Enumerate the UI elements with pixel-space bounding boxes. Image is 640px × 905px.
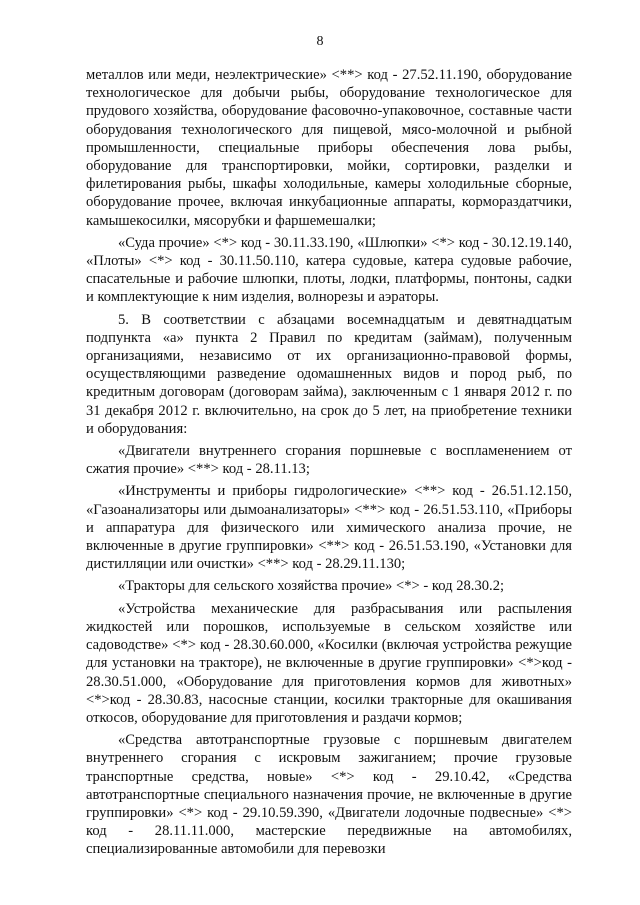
paragraph-instruments: «Инструменты и приборы гидрологические» <**> код - 26.51.12.150, «Газоанализаторы или дымоанализаторы» <**> код - 26.51.53.110, «Приборы и аппаратура для физического или химического анализа прочие, не включенные в другие группировки» <**> код - 26.51.53.190, «Установки для дистилляции или очистки» <**> код - 28.29.11.130; <box>86 483 572 573</box>
paragraph-boats: «Суда прочие» <*> код - 30.11.33.190, «Шлюпки» <*> код - 30.12.19.140, «Плоты» <*> код - 30.11.50.110, катера судовые, катера судовые рабочие, спасательные и рабочие шлюпки, плоты, лодки, платформы, понтоны, садки и комплектующие к ним изделия, волнорезы и аэраторы. <box>86 234 572 306</box>
paragraph-engines: «Двигатели внутреннего сгорания поршневые с воспламенением от сжатия прочие» <**> код - 28.11.13; <box>86 443 572 478</box>
paragraph-mechanical-devices: «Устройства механические для разбрасывания или распыления жидкостей или порошков, используемые в сельском хозяйстве или садоводстве» <*> код - 28.30.60.000, «Косилки (включая устройства режущие для установки на тракторе), не включенные в другие группировки» <*>код - 28.30.51.000, «Оборудование для приготовления кормов для животных» <*>код - 28.30.83, насосные станции, косилки тракторные для окашивания откосов, оборудование для приготовления и раздачи кормов; <box>86 600 572 726</box>
paragraph-tractors: «Тракторы для сельского хозяйства прочие» <*> - код 28.30.2; <box>118 578 505 595</box>
paragraph-vehicles: «Средства автотранспортные грузовые с поршневым двигателем внутреннего сгорания с искровым зажиганием; прочие грузовые транспортные средства, новые» <*> код - 29.10.42, «Средства автотранспортные специального назначения прочие, не включенные в другие группировки» <*> код - 29.10.59.390, «Двигатели лодочные подвесные» <*> код - 28.11.11.000, мастерские передвижные на автомобилях, специализированные автомобили для перевозки <box>86 732 572 858</box>
paragraph-item-5: 5. В соответствии с абзацами восемнадцатым и девятнадцатым подпункта «а» пункта 2 Правил по кредитам (займам), полученным организациями, независимо от их организационно-правовой формы, осуществляющими разведение одомашненных видов и пород рыб, по кредитным договорам (договорам займа), заключенным с 1 января 2012 г. по 31 декабря 2012 г. включительно, на срок до 5 лет, на приобретение техники и оборудования: <box>86 311 572 437</box>
page-number: 8 <box>316 34 324 49</box>
document-body <box>86 66 572 859</box>
paragraph-equipment-list-continued: металлов или меди, неэлектрические» <**> код - 27.52.11.190, оборудование технологическое для добычи рыбы, оборудование технологическое для прудового хозяйства, оборудование фасовочно-упаковочное, составные части оборудования технологического для пищевой, мясо-молочной и рыбной промышленности, специальные приборы обеспечения лова рыбы, оборудование для транспортировки, мойки, сортировки, разделки и филетирования рыбы, шкафы холодильные, камеры холодильные сборные, оборудование прочее, включая инкубационные аппараты, кормораздатчики, камышекосилки, мясорубки и фаршемешалки; <box>86 67 572 229</box>
